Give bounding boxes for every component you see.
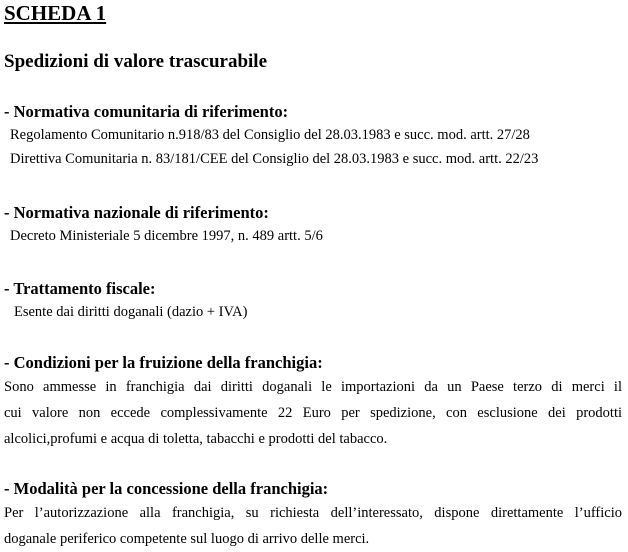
paragraph-line: doganale periferico competente sul luogo di arrivo delle merci.	[4, 531, 370, 547]
tax-treatment-line: Esente dai diritti doganali (dazio + IVA)	[14, 304, 248, 320]
section-tax-treatment	[4, 278, 622, 324]
section-national-regulation	[4, 202, 622, 248]
section-community-regulation	[4, 101, 622, 171]
section-heading: - Modalità per la concessione della franchigia:	[4, 479, 329, 498]
directive-line: Direttiva Comunitaria n. 83/181/CEE del Consiglio del 28.03.1983 e succ. mod. artt. 22/23	[10, 151, 539, 167]
section-heading: - Normativa comunitaria di riferimento:	[4, 102, 289, 121]
paragraph-line: cui valore non eccede complessivamente 22 Euro per spedizione, con esclusione dei prodotti	[4, 405, 622, 421]
section-heading: - Condizioni per la fruizione della franchigia:	[4, 353, 323, 372]
section-conditions	[4, 352, 622, 452]
procedures-paragraph	[4, 500, 622, 552]
paragraph-line: Per l’autorizzazione alla franchigia, su richiesta dell’interessato, dispone direttamente l’ufficio	[4, 505, 622, 521]
page-subtitle: Spedizioni di valore trascurabile	[4, 51, 268, 72]
page-title: SCHEDA 1	[4, 1, 107, 25]
decree-line: Decreto Ministeriale 5 dicembre 1997, n. 489 artt. 5/6	[10, 228, 323, 244]
section-heading: - Trattamento fiscale:	[4, 279, 156, 298]
conditions-paragraph	[4, 374, 622, 452]
section-procedures	[4, 478, 622, 552]
paragraph-line: alcolici,profumi e acqua di toletta, tabacchi e prodotti del tabacco.	[4, 431, 388, 447]
paragraph-line: Sono ammesse in franchigia dai diritti doganali le importazioni da un Paese terzo di merci il	[4, 379, 622, 395]
regulation-line: Regolamento Comunitario n.918/83 del Consiglio del 28.03.1983 e succ. mod. artt. 27/28	[10, 127, 530, 143]
section-heading: - Normativa nazionale di riferimento:	[4, 203, 269, 222]
